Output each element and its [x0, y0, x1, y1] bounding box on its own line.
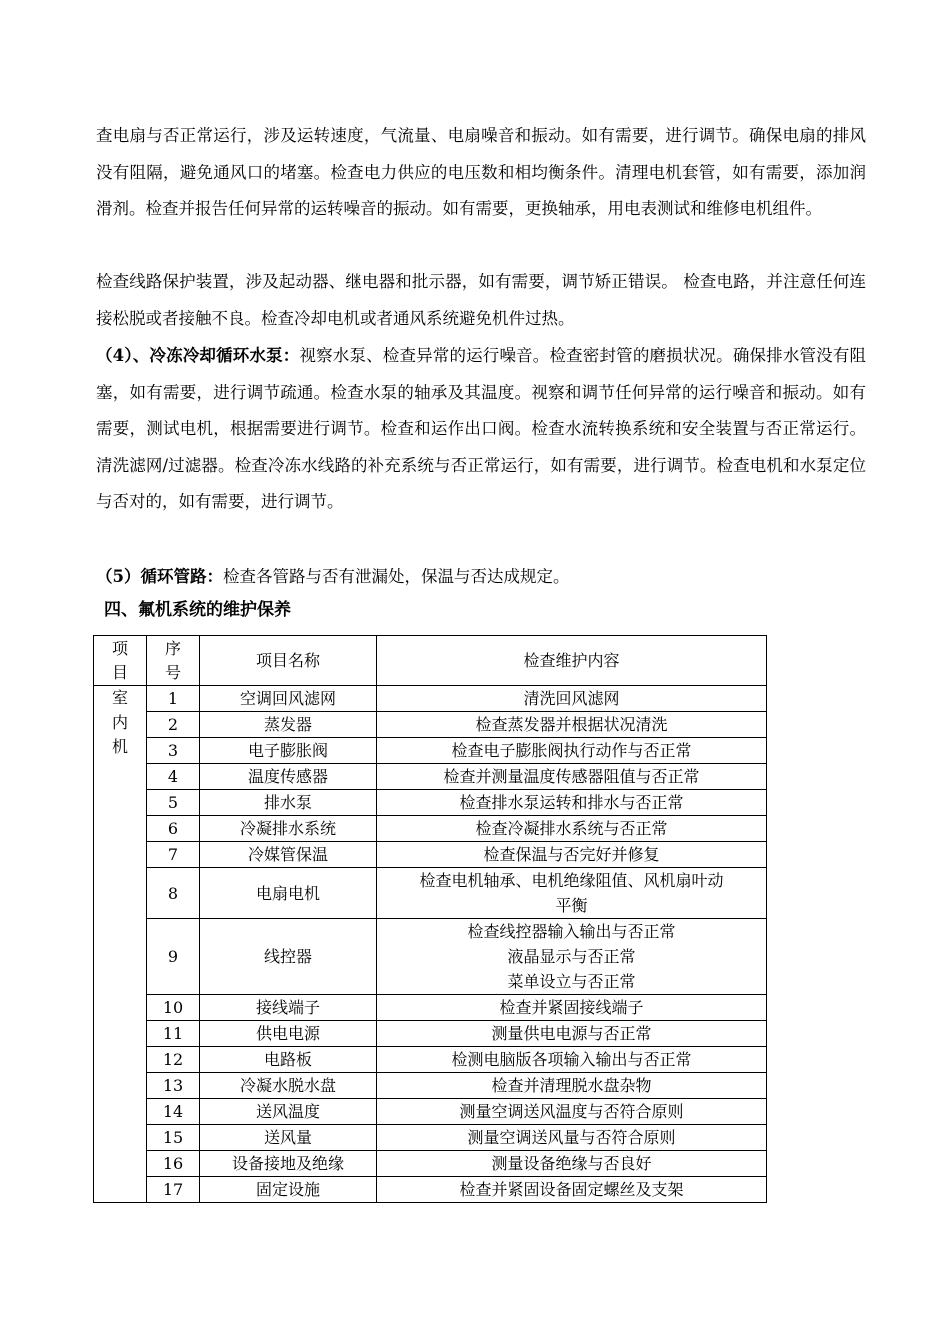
table-row — [94, 1125, 767, 1151]
cell-item-name: 电路板 — [200, 1047, 377, 1073]
table-row — [94, 764, 767, 790]
table-row — [94, 919, 767, 995]
cell-check-content — [377, 842, 767, 868]
cell-item-name: 接线端子 — [200, 995, 377, 1021]
table-row — [94, 868, 767, 919]
content-line: 检查保温与否完好并修复 — [483, 845, 660, 864]
cell-seq: 11 — [147, 1021, 200, 1047]
content-line: 测量空调送风量与否符合原则 — [467, 1128, 676, 1147]
cell-check-content — [377, 919, 767, 995]
cell-check-content — [377, 1099, 767, 1125]
header-item-name: 项目名称 — [200, 636, 377, 686]
cell-item-name: 电扇电机 — [200, 868, 377, 919]
content-line: 平衡 — [555, 896, 588, 915]
content-line: 检查电子膨胀阀执行动作与否正常 — [451, 741, 692, 760]
cell-seq: 6 — [147, 816, 200, 842]
cell-check-content — [377, 995, 767, 1021]
cell-item-name: 蒸发器 — [200, 712, 377, 738]
cell-check-content — [377, 790, 767, 816]
content-line: 测量设备绝缘与否良好 — [491, 1154, 652, 1173]
cell-check-content — [377, 686, 767, 712]
cell-item-name: 排水泵 — [200, 790, 377, 816]
content-line: 菜单设立与否正常 — [507, 972, 636, 991]
maintenance-table — [93, 635, 767, 1203]
header-seq: 序 号 — [147, 636, 200, 686]
content-line: 检查并清理脱水盘杂物 — [491, 1076, 652, 1095]
cell-item-name: 冷媒管保温 — [200, 842, 377, 868]
cell-seq: 2 — [147, 712, 200, 738]
content-line: 检查冷凝排水系统与否正常 — [475, 819, 668, 838]
content-line: 清洗回风滤网 — [523, 689, 620, 708]
cell-seq: 10 — [147, 995, 200, 1021]
cell-item-name: 空调回风滤网 — [200, 686, 377, 712]
table-row — [94, 712, 767, 738]
cell-check-content — [377, 1021, 767, 1047]
content-line: 检查排水泵运转和排水与否正常 — [459, 793, 684, 812]
cell-item-name: 冷凝排水系统 — [200, 816, 377, 842]
cell-item-name: 送风量 — [200, 1125, 377, 1151]
table-row — [94, 686, 767, 712]
table-row — [94, 1073, 767, 1099]
cell-check-content — [377, 738, 767, 764]
paragraph-circuit-protection: 检查线路保护装置，涉及起动器、继电器和批示器，如有需要，调节矫正错误。 检查电路，并注意任何连接松脱或者接触不良。检查冷却电机或者通风系统避免机件过热。 — [96, 272, 866, 328]
water-pump-body: 视察水泵、检查异常的运行噪音。检查密封管的磨损状况。确保排水管没有阻塞，如有需要，进行调节疏通。检查水泵的轴承及其温度。视察和调节任何异常的运行噪音和振动。如有需要，测试电机，根据需要进行调节。检查和运作出口阀。检查水流转换系统和安全装置与否正常运行。清洗滤网/过滤器。检查冷冻水线路的补充系统与否正常运行，如有需要，进行调节。检查电机和水泵定位与否对的，如有需要，进行调节。 — [96, 346, 867, 511]
cell-seq: 16 — [147, 1151, 200, 1177]
cell-item-name: 供电电源 — [200, 1021, 377, 1047]
header-check-content: 检查维护内容 — [377, 636, 767, 686]
content-line: 检查蒸发器并根据状况清洗 — [475, 715, 668, 734]
content-line: 检查线控器输入输出与否正常 — [467, 922, 676, 941]
table-row — [94, 1151, 767, 1177]
table-row — [94, 738, 767, 764]
cell-item-name: 固定设施 — [200, 1177, 377, 1203]
circulation-pipes-heading: （5）循环管路： — [96, 567, 223, 586]
cell-seq: 8 — [147, 868, 200, 919]
content-line: 测量空调送风温度与否符合原则 — [459, 1102, 684, 1121]
paragraph-water-pump — [96, 338, 866, 521]
table-row — [94, 1099, 767, 1125]
cell-seq: 12 — [147, 1047, 200, 1073]
content-line: 检查并紧固接线端子 — [499, 998, 644, 1017]
cell-seq: 4 — [147, 764, 200, 790]
header-category: 项 目 — [94, 636, 147, 686]
cell-item-name: 送风温度 — [200, 1099, 377, 1125]
circulation-pipes-body: 检查各管路与否有泄漏处，保温与否达成规定。 — [222, 567, 570, 586]
cell-check-content — [377, 764, 767, 790]
paragraph-fan-maintenance: 查电扇与否正常运行，涉及运转速度，气流量、电扇噪音和振动。如有需要，进行调节。确保电扇的排风没有阻隔，避免通风口的堵塞。检查电力供应的电压数和相均衡条件。清理电机套管，如有需要，添加润滑剂。检查并报告任何异常的运转噪音的振动。如有需要，更换轴承，用电表测试和维修电机组件。 — [96, 126, 866, 218]
table-row — [94, 1047, 767, 1073]
cell-check-content — [377, 1047, 767, 1073]
table-row — [94, 816, 767, 842]
water-pump-heading: （4）、冷冻冷却循环水泵： — [96, 346, 300, 365]
cell-item-name: 设备接地及绝缘 — [200, 1151, 377, 1177]
cell-check-content — [377, 816, 767, 842]
paragraph-circulation-pipes — [96, 559, 866, 596]
table-header-row — [94, 636, 767, 686]
cell-check-content — [377, 1125, 767, 1151]
cell-item-name: 电子膨胀阀 — [200, 738, 377, 764]
cell-seq: 17 — [147, 1177, 200, 1203]
cell-seq: 15 — [147, 1125, 200, 1151]
content-line: 测量供电电源与否正常 — [491, 1024, 652, 1043]
content-line: 检查并紧固设备固定螺丝及支架 — [459, 1180, 684, 1199]
cell-check-content — [377, 1151, 767, 1177]
table-row — [94, 1021, 767, 1047]
cell-seq: 3 — [147, 738, 200, 764]
category-indoor-unit: 室 内 机 — [94, 686, 147, 1203]
cell-seq: 9 — [147, 919, 200, 995]
cell-check-content — [377, 1073, 767, 1099]
cell-item-name: 线控器 — [200, 919, 377, 995]
cell-item-name: 温度传感器 — [200, 764, 377, 790]
content-line: 检查电机轴承、电机绝缘阻值、风机扇叶动 — [419, 871, 724, 890]
cell-check-content — [377, 868, 767, 919]
cell-seq: 14 — [147, 1099, 200, 1125]
cell-check-content — [377, 1177, 767, 1203]
content-line: 检测电脑版各项输入输出与否正常 — [451, 1050, 692, 1069]
cell-seq: 5 — [147, 790, 200, 816]
cell-seq: 13 — [147, 1073, 200, 1099]
table-row — [94, 995, 767, 1021]
content-line: 检查并测量温度传感器阻值与否正常 — [443, 767, 700, 786]
cell-check-content — [377, 712, 767, 738]
table-row — [94, 790, 767, 816]
cell-seq: 7 — [147, 842, 200, 868]
table-row — [94, 1177, 767, 1203]
section-heading: 四、氟机系统的维护保养 — [104, 600, 291, 620]
content-line: 液晶显示与否正常 — [507, 947, 636, 966]
table-row — [94, 842, 767, 868]
cell-seq: 1 — [147, 686, 200, 712]
cell-item-name: 冷凝水脱水盘 — [200, 1073, 377, 1099]
